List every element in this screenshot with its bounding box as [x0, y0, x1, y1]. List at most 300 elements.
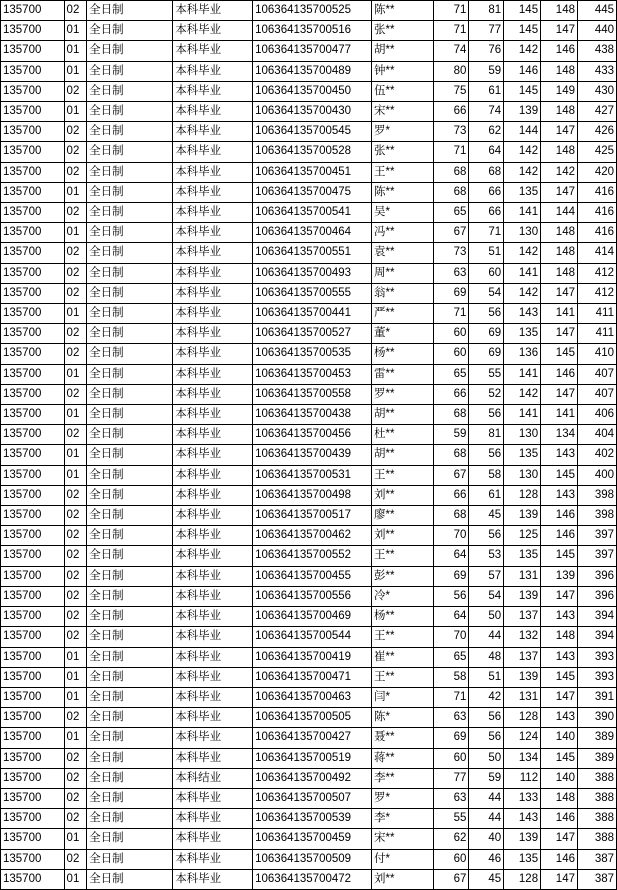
- cell-score1: 69: [433, 728, 469, 748]
- cell-score2: 50: [469, 748, 504, 768]
- cell-total: 394: [577, 627, 616, 647]
- cell-score2: 51: [469, 243, 504, 263]
- cell-total: 420: [577, 162, 616, 182]
- table-row: [1, 324, 617, 344]
- cell-dept-code: 02: [64, 627, 87, 647]
- cell-score3: 141: [504, 203, 541, 223]
- cell-name: 王**: [372, 465, 433, 485]
- cell-score1: 65: [433, 647, 469, 667]
- cell-dept-code: 01: [64, 829, 87, 849]
- cell-score4: 147: [541, 869, 578, 889]
- cell-major-code: 135700: [1, 102, 65, 122]
- cell-degree-status: 本科毕业: [173, 344, 253, 364]
- cell-score3: 145: [504, 81, 541, 101]
- cell-score4: 145: [541, 667, 578, 687]
- cell-degree-status: 本科毕业: [173, 445, 253, 465]
- cell-total: 407: [577, 364, 616, 384]
- cell-name: 胡**: [372, 445, 433, 465]
- cell-degree-status: 本科毕业: [173, 263, 253, 283]
- cell-score1: 69: [433, 283, 469, 303]
- cell-dept-code: 02: [64, 243, 87, 263]
- cell-score1: 68: [433, 506, 469, 526]
- cell-score2: 62: [469, 122, 504, 142]
- cell-total: 438: [577, 41, 616, 61]
- cell-degree-status: 本科毕业: [173, 627, 253, 647]
- cell-score2: 55: [469, 364, 504, 384]
- cell-study-mode: 全日制: [87, 21, 173, 41]
- cell-major-code: 135700: [1, 324, 65, 344]
- cell-name: 胡**: [372, 41, 433, 61]
- cell-study-mode: 全日制: [87, 344, 173, 364]
- cell-study-mode: 全日制: [87, 566, 173, 586]
- cell-candidate-id: 106364135700430: [253, 102, 372, 122]
- cell-candidate-id: 106364135700516: [253, 21, 372, 41]
- cell-score2: 51: [469, 667, 504, 687]
- cell-score4: 143: [541, 607, 578, 627]
- cell-score4: 147: [541, 283, 578, 303]
- table-row: [1, 41, 617, 61]
- cell-dept-code: 02: [64, 122, 87, 142]
- cell-total: 412: [577, 263, 616, 283]
- cell-score4: 147: [541, 182, 578, 202]
- cell-score4: 147: [541, 687, 578, 707]
- cell-candidate-id: 106364135700439: [253, 445, 372, 465]
- cell-total: 416: [577, 223, 616, 243]
- cell-name: 刘**: [372, 526, 433, 546]
- cell-degree-status: 本科毕业: [173, 142, 253, 162]
- table-row: [1, 546, 617, 566]
- cell-score2: 74: [469, 102, 504, 122]
- cell-degree-status: 本科毕业: [173, 41, 253, 61]
- cell-candidate-id: 106364135700509: [253, 849, 372, 869]
- cell-score2: 46: [469, 849, 504, 869]
- cell-candidate-id: 106364135700527: [253, 324, 372, 344]
- cell-name: 蒋**: [372, 748, 433, 768]
- cell-study-mode: 全日制: [87, 445, 173, 465]
- cell-degree-status: 本科毕业: [173, 1, 253, 21]
- cell-degree-status: 本科毕业: [173, 243, 253, 263]
- cell-total: 396: [577, 586, 616, 606]
- cell-degree-status: 本科毕业: [173, 788, 253, 808]
- table-row: [1, 203, 617, 223]
- cell-score1: 67: [433, 869, 469, 889]
- cell-study-mode: 全日制: [87, 788, 173, 808]
- cell-name: 彭**: [372, 566, 433, 586]
- cell-name: 陈**: [372, 1, 433, 21]
- cell-degree-status: 本科毕业: [173, 849, 253, 869]
- cell-score4: 147: [541, 586, 578, 606]
- cell-score4: 148: [541, 627, 578, 647]
- cell-major-code: 135700: [1, 768, 65, 788]
- cell-name: 廖**: [372, 506, 433, 526]
- table-row: [1, 263, 617, 283]
- cell-candidate-id: 106364135700455: [253, 566, 372, 586]
- cell-score3: 135: [504, 324, 541, 344]
- cell-degree-status: 本科毕业: [173, 647, 253, 667]
- cell-score2: 57: [469, 566, 504, 586]
- cell-score3: 144: [504, 122, 541, 142]
- table-row: [1, 21, 617, 41]
- cell-degree-status: 本科毕业: [173, 485, 253, 505]
- cell-score3: 128: [504, 869, 541, 889]
- cell-major-code: 135700: [1, 122, 65, 142]
- cell-study-mode: 全日制: [87, 485, 173, 505]
- cell-score3: 137: [504, 607, 541, 627]
- cell-score3: 145: [504, 21, 541, 41]
- cell-study-mode: 全日制: [87, 546, 173, 566]
- cell-score1: 66: [433, 102, 469, 122]
- table-row: [1, 304, 617, 324]
- cell-study-mode: 全日制: [87, 304, 173, 324]
- cell-score3: 131: [504, 566, 541, 586]
- cell-score1: 73: [433, 122, 469, 142]
- cell-major-code: 135700: [1, 425, 65, 445]
- cell-score1: 60: [433, 324, 469, 344]
- table-row: [1, 223, 617, 243]
- cell-dept-code: 01: [64, 728, 87, 748]
- cell-score3: 130: [504, 223, 541, 243]
- table-row: [1, 465, 617, 485]
- cell-major-code: 135700: [1, 566, 65, 586]
- cell-total: 389: [577, 728, 616, 748]
- cell-major-code: 135700: [1, 1, 65, 21]
- cell-major-code: 135700: [1, 182, 65, 202]
- cell-candidate-id: 106364135700477: [253, 41, 372, 61]
- cell-candidate-id: 106364135700517: [253, 506, 372, 526]
- table-row: [1, 61, 617, 81]
- cell-candidate-id: 106364135700539: [253, 809, 372, 829]
- cell-candidate-id: 106364135700552: [253, 546, 372, 566]
- cell-degree-status: 本科毕业: [173, 667, 253, 687]
- cell-degree-status: 本科毕业: [173, 708, 253, 728]
- cell-score1: 63: [433, 788, 469, 808]
- cell-total: 433: [577, 61, 616, 81]
- cell-score2: 53: [469, 546, 504, 566]
- cell-major-code: 135700: [1, 667, 65, 687]
- cell-candidate-id: 106364135700451: [253, 162, 372, 182]
- cell-score1: 63: [433, 263, 469, 283]
- cell-score1: 73: [433, 243, 469, 263]
- cell-score4: 146: [541, 526, 578, 546]
- cell-name: 胡**: [372, 405, 433, 425]
- cell-score1: 65: [433, 364, 469, 384]
- cell-score1: 74: [433, 41, 469, 61]
- cell-degree-status: 本科毕业: [173, 526, 253, 546]
- table-row: [1, 687, 617, 707]
- cell-degree-status: 本科毕业: [173, 465, 253, 485]
- cell-score4: 146: [541, 41, 578, 61]
- cell-score2: 76: [469, 41, 504, 61]
- cell-score4: 134: [541, 425, 578, 445]
- cell-score2: 81: [469, 1, 504, 21]
- cell-dept-code: 01: [64, 445, 87, 465]
- cell-score4: 144: [541, 203, 578, 223]
- cell-score3: 124: [504, 728, 541, 748]
- cell-total: 398: [577, 485, 616, 505]
- cell-major-code: 135700: [1, 869, 65, 889]
- cell-score2: 40: [469, 829, 504, 849]
- cell-study-mode: 全日制: [87, 627, 173, 647]
- cell-score1: 66: [433, 485, 469, 505]
- cell-candidate-id: 106364135700472: [253, 869, 372, 889]
- cell-name: 杨**: [372, 607, 433, 627]
- cell-dept-code: 02: [64, 263, 87, 283]
- cell-dept-code: 02: [64, 809, 87, 829]
- cell-score4: 147: [541, 829, 578, 849]
- cell-dept-code: 01: [64, 21, 87, 41]
- table-row: [1, 849, 617, 869]
- cell-total: 394: [577, 607, 616, 627]
- cell-score3: 142: [504, 384, 541, 404]
- cell-total: 407: [577, 384, 616, 404]
- cell-score4: 143: [541, 485, 578, 505]
- cell-degree-status: 本科毕业: [173, 364, 253, 384]
- cell-degree-status: 本科毕业: [173, 203, 253, 223]
- cell-study-mode: 全日制: [87, 526, 173, 546]
- cell-score4: 146: [541, 364, 578, 384]
- cell-dept-code: 02: [64, 586, 87, 606]
- cell-score3: 142: [504, 243, 541, 263]
- cell-total: 425: [577, 142, 616, 162]
- cell-study-mode: 全日制: [87, 768, 173, 788]
- cell-name: 周**: [372, 263, 433, 283]
- cell-dept-code: 01: [64, 465, 87, 485]
- cell-dept-code: 02: [64, 425, 87, 445]
- cell-score1: 64: [433, 546, 469, 566]
- cell-dept-code: 02: [64, 526, 87, 546]
- cell-major-code: 135700: [1, 223, 65, 243]
- cell-degree-status: 本科毕业: [173, 586, 253, 606]
- cell-score1: 66: [433, 384, 469, 404]
- cell-dept-code: 01: [64, 647, 87, 667]
- cell-candidate-id: 106364135700505: [253, 708, 372, 728]
- cell-major-code: 135700: [1, 203, 65, 223]
- cell-name: 伍**: [372, 81, 433, 101]
- table-row: [1, 667, 617, 687]
- table-row: [1, 162, 617, 182]
- cell-score3: 131: [504, 687, 541, 707]
- cell-dept-code: 01: [64, 102, 87, 122]
- cell-name: 罗**: [372, 384, 433, 404]
- cell-candidate-id: 106364135700556: [253, 586, 372, 606]
- cell-score3: 125: [504, 526, 541, 546]
- cell-total: 406: [577, 405, 616, 425]
- cell-score3: 141: [504, 263, 541, 283]
- cell-score1: 71: [433, 304, 469, 324]
- cell-score2: 66: [469, 182, 504, 202]
- cell-degree-status: 本科毕业: [173, 748, 253, 768]
- table-row: [1, 122, 617, 142]
- cell-major-code: 135700: [1, 304, 65, 324]
- cell-major-code: 135700: [1, 21, 65, 41]
- cell-candidate-id: 106364135700463: [253, 687, 372, 707]
- cell-total: 393: [577, 647, 616, 667]
- cell-candidate-id: 106364135700531: [253, 465, 372, 485]
- cell-score4: 146: [541, 506, 578, 526]
- cell-dept-code: 01: [64, 405, 87, 425]
- cell-candidate-id: 106364135700545: [253, 122, 372, 142]
- cell-study-mode: 全日制: [87, 102, 173, 122]
- cell-dept-code: 01: [64, 182, 87, 202]
- cell-degree-status: 本科毕业: [173, 506, 253, 526]
- cell-study-mode: 全日制: [87, 324, 173, 344]
- cell-score1: 80: [433, 61, 469, 81]
- cell-major-code: 135700: [1, 849, 65, 869]
- cell-score4: 145: [541, 748, 578, 768]
- cell-name: 冯**: [372, 223, 433, 243]
- cell-name: 王**: [372, 162, 433, 182]
- table-row: [1, 627, 617, 647]
- table-row: [1, 405, 617, 425]
- cell-score3: 143: [504, 809, 541, 829]
- cell-name: 付*: [372, 849, 433, 869]
- cell-score2: 50: [469, 607, 504, 627]
- cell-score3: 139: [504, 586, 541, 606]
- table-row: [1, 708, 617, 728]
- cell-study-mode: 全日制: [87, 405, 173, 425]
- cell-score3: 132: [504, 627, 541, 647]
- cell-total: 414: [577, 243, 616, 263]
- cell-score2: 44: [469, 788, 504, 808]
- table-row: [1, 102, 617, 122]
- cell-degree-status: 本科毕业: [173, 607, 253, 627]
- cell-score4: 149: [541, 81, 578, 101]
- cell-score4: 148: [541, 61, 578, 81]
- cell-dept-code: 02: [64, 849, 87, 869]
- cell-candidate-id: 106364135700475: [253, 182, 372, 202]
- cell-name: 雷**: [372, 364, 433, 384]
- table-row: [1, 344, 617, 364]
- cell-score1: 75: [433, 81, 469, 101]
- cell-degree-status: 本科毕业: [173, 223, 253, 243]
- cell-score3: 142: [504, 142, 541, 162]
- cell-score3: 142: [504, 162, 541, 182]
- cell-score3: 135: [504, 445, 541, 465]
- cell-total: 440: [577, 21, 616, 41]
- cell-degree-status: 本科毕业: [173, 728, 253, 748]
- cell-score3: 130: [504, 465, 541, 485]
- cell-candidate-id: 106364135700493: [253, 263, 372, 283]
- cell-name: 罗*: [372, 122, 433, 142]
- cell-study-mode: 全日制: [87, 607, 173, 627]
- cell-dept-code: 02: [64, 566, 87, 586]
- cell-score1: 60: [433, 344, 469, 364]
- cell-total: 388: [577, 788, 616, 808]
- cell-score4: 148: [541, 788, 578, 808]
- cell-candidate-id: 106364135700419: [253, 647, 372, 667]
- cell-study-mode: 全日制: [87, 81, 173, 101]
- cell-candidate-id: 106364135700555: [253, 283, 372, 303]
- cell-total: 388: [577, 829, 616, 849]
- cell-major-code: 135700: [1, 81, 65, 101]
- cell-score4: 139: [541, 566, 578, 586]
- cell-score3: 133: [504, 788, 541, 808]
- cell-study-mode: 全日制: [87, 203, 173, 223]
- cell-major-code: 135700: [1, 506, 65, 526]
- cell-degree-status: 本科毕业: [173, 425, 253, 445]
- cell-dept-code: 02: [64, 81, 87, 101]
- cell-degree-status: 本科毕业: [173, 81, 253, 101]
- cell-name: 聂**: [372, 728, 433, 748]
- cell-degree-status: 本科毕业: [173, 283, 253, 303]
- cell-candidate-id: 106364135700558: [253, 384, 372, 404]
- table-row: [1, 182, 617, 202]
- table-row: [1, 829, 617, 849]
- cell-score3: 112: [504, 768, 541, 788]
- cell-score4: 140: [541, 768, 578, 788]
- cell-dept-code: 02: [64, 506, 87, 526]
- cell-candidate-id: 106364135700456: [253, 425, 372, 445]
- cell-major-code: 135700: [1, 263, 65, 283]
- cell-score2: 59: [469, 61, 504, 81]
- cell-total: 411: [577, 304, 616, 324]
- cell-total: 387: [577, 869, 616, 889]
- cell-score4: 141: [541, 304, 578, 324]
- cell-score2: 45: [469, 506, 504, 526]
- cell-score1: 63: [433, 708, 469, 728]
- cell-total: 416: [577, 182, 616, 202]
- cell-score4: 148: [541, 223, 578, 243]
- cell-score2: 77: [469, 21, 504, 41]
- cell-name: 罗*: [372, 788, 433, 808]
- cell-candidate-id: 106364135700464: [253, 223, 372, 243]
- cell-score4: 143: [541, 708, 578, 728]
- cell-score1: 71: [433, 21, 469, 41]
- cell-score3: 146: [504, 61, 541, 81]
- cell-score2: 56: [469, 728, 504, 748]
- cell-total: 412: [577, 283, 616, 303]
- cell-score1: 70: [433, 627, 469, 647]
- cell-candidate-id: 106364135700525: [253, 1, 372, 21]
- cell-score3: 139: [504, 667, 541, 687]
- cell-study-mode: 全日制: [87, 61, 173, 81]
- cell-score2: 61: [469, 81, 504, 101]
- cell-score4: 143: [541, 445, 578, 465]
- cell-total: 402: [577, 445, 616, 465]
- cell-study-mode: 全日制: [87, 162, 173, 182]
- cell-score1: 71: [433, 1, 469, 21]
- cell-score1: 59: [433, 425, 469, 445]
- cell-study-mode: 全日制: [87, 829, 173, 849]
- cell-score1: 70: [433, 526, 469, 546]
- cell-score3: 141: [504, 405, 541, 425]
- cell-study-mode: 全日制: [87, 506, 173, 526]
- cell-major-code: 135700: [1, 687, 65, 707]
- cell-major-code: 135700: [1, 405, 65, 425]
- cell-dept-code: 01: [64, 869, 87, 889]
- cell-degree-status: 本科毕业: [173, 182, 253, 202]
- cell-study-mode: 全日制: [87, 849, 173, 869]
- cell-major-code: 135700: [1, 647, 65, 667]
- cell-major-code: 135700: [1, 607, 65, 627]
- cell-score1: 65: [433, 203, 469, 223]
- cell-total: 396: [577, 566, 616, 586]
- cell-score3: 145: [504, 1, 541, 21]
- cell-study-mode: 全日制: [87, 728, 173, 748]
- cell-major-code: 135700: [1, 344, 65, 364]
- cell-total: 390: [577, 708, 616, 728]
- cell-score3: 134: [504, 748, 541, 768]
- cell-score1: 69: [433, 566, 469, 586]
- cell-score2: 45: [469, 869, 504, 889]
- cell-score4: 147: [541, 324, 578, 344]
- cell-candidate-id: 106364135700498: [253, 485, 372, 505]
- cell-degree-status: 本科毕业: [173, 405, 253, 425]
- table-row: [1, 142, 617, 162]
- cell-candidate-id: 106364135700471: [253, 667, 372, 687]
- table-row: [1, 869, 617, 889]
- cell-study-mode: 全日制: [87, 869, 173, 889]
